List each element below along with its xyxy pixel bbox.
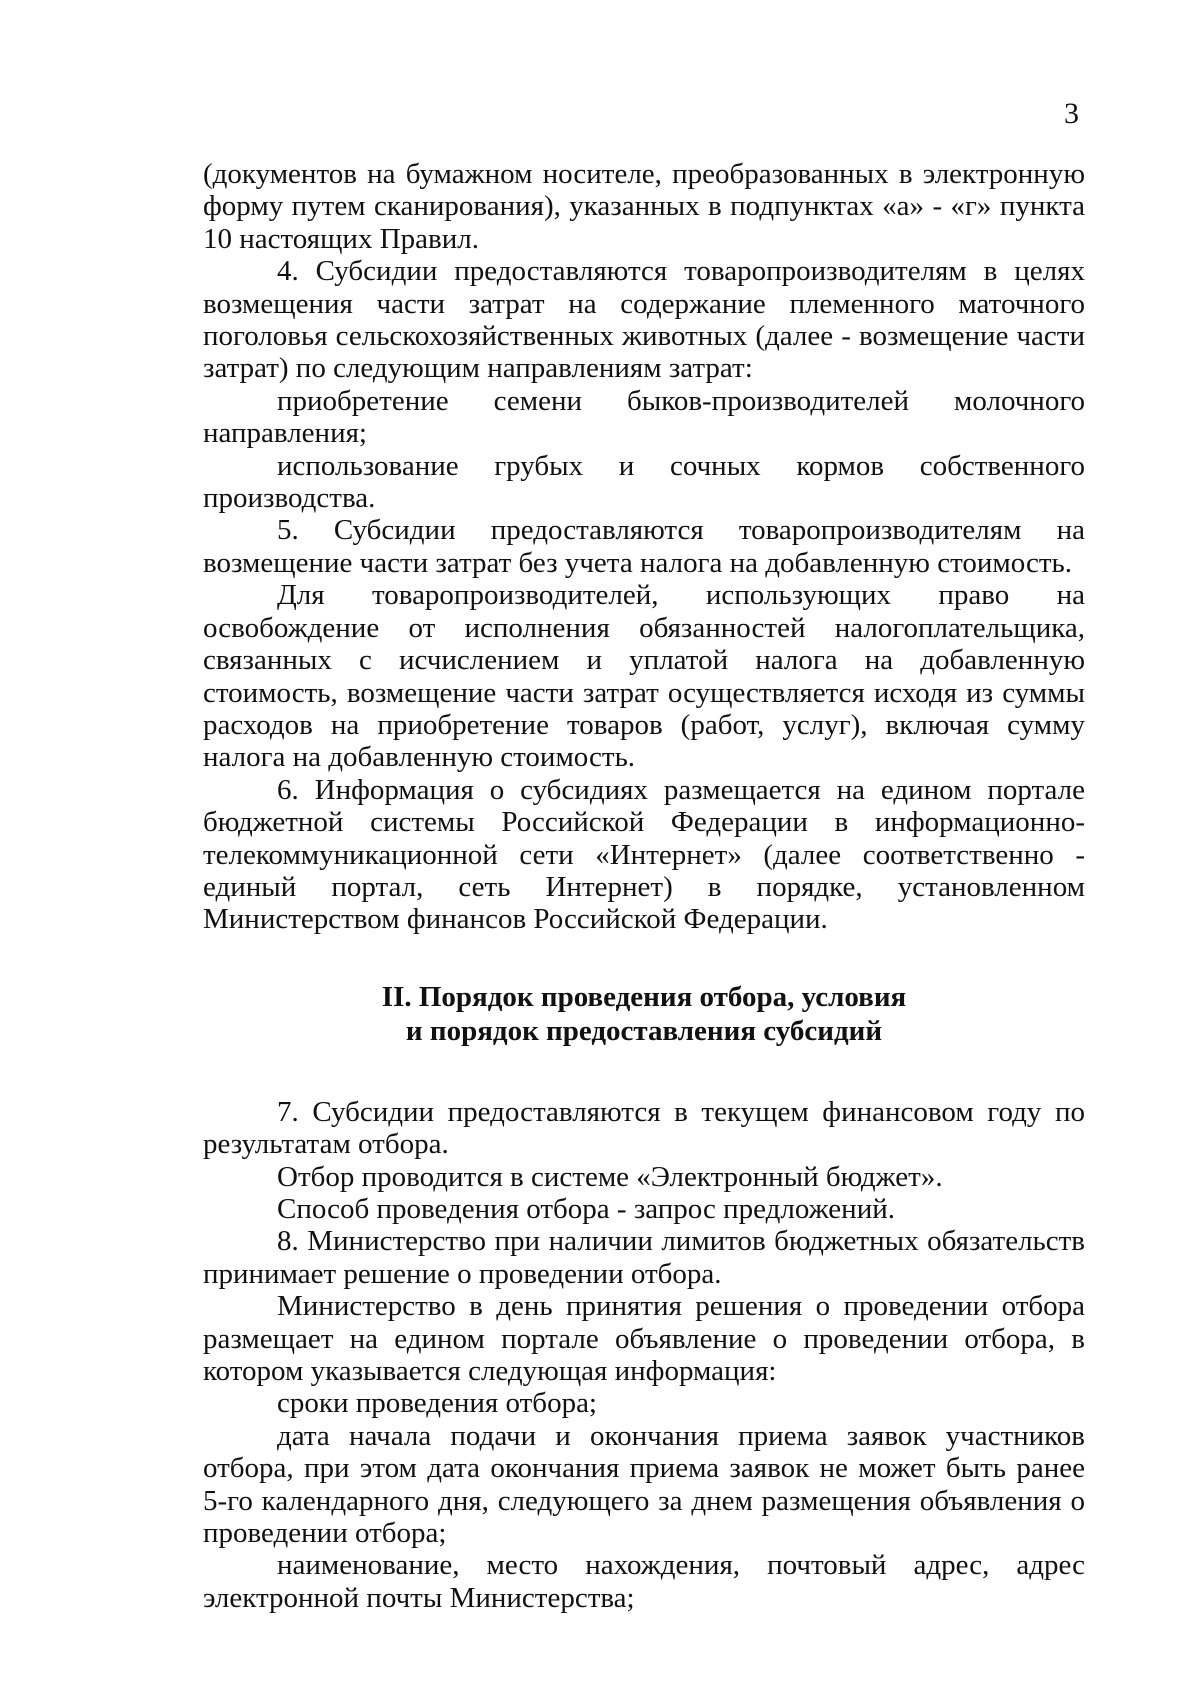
paragraph-item-7: 7. Субсидии предоставляются в текущем финансовом году по результатам отбора. [203,1095,1085,1161]
section-heading-line-1: II. Порядок проведения отбора, условия [381,980,907,1013]
section-heading-line-2: и порядок предоставления субсидий [405,1014,883,1047]
paragraph-selection-method: Способ проведения отбора - запрос предложений. [277,1192,895,1225]
paragraph-item-5: 5. Субсидии предоставляются товаропроизводителям на возмещение части затрат без учета налога на добавленную стоимость. [203,514,1085,579]
paragraph-electronic-budget: Отбор проводится в системе «Электронный бюджет». [277,1160,943,1193]
paragraph-direction-semen: приобретение семени быков-производителей молочного направления; [203,384,1085,450]
paragraph-announcement: Министерство в день принятия решения о проведении отбора размещает на едином портале объявление о проведении отбора, в котором указывается следующая информация: [203,1290,1085,1387]
paragraph-list-dates: дата начала подачи и окончания приема заявок участников отбора, при этом дата окончания приема заявок не может быть ранее 5-го календарного дня, следующего за днем размещения объявления о проведении отбора; [203,1419,1085,1550]
document-body [203,158,1085,1614]
paragraph-item-4: 4. Субсидии предоставляются товаропроизводителям в целях возмещения части затрат на содержание племенного маточного поголовья сельскохозяйственных животных (далее - возмещение части затрат) по следующим направлениям затрат: [203,255,1085,385]
paragraph-list-ministry-contacts: наименование, место нахождения, почтовый адрес, адрес электронной почты Министерства; [203,1549,1085,1614]
section-heading [203,980,1085,1048]
paragraph-list-terms: сроки проведения отбора; [277,1387,597,1420]
paragraph-vat-exempt: Для товаропроизводителей, использующих право на освобождение от исполнения обязанностей налогоплательщика, связанных с исчислением и уплатой налога на добавленную стоимость, возмещение части затрат осуществляется исходя из суммы расходов на приобретение товаров (работ, услуг), включая сумму налога на добавленную стоимость. [203,579,1085,774]
paragraph-direction-feed: использование грубых и сочных кормов собственного производства. [203,449,1085,515]
page-number: 3 [1064,97,1079,130]
paragraph-continuation: (документов на бумажном носителе, преобразованных в электронную форму путем сканирования), указанных в подпунктах «а» - «г» пункта 10 настоящих Правил. [203,158,1085,255]
paragraph-item-8: 8. Министерство при наличии лимитов бюджетных обязательств принимает решение о проведении отбора. [203,1225,1085,1290]
paragraph-item-6: 6. Информация о субсидиях размещается на едином портале бюджетной системы Российской Федерации в информационно-телекоммуникационной сети «Интернет» (далее соответственно - единый портал, сеть Интернет) в порядке, установленном Министерством финансов Российской Федерации. [203,773,1085,936]
